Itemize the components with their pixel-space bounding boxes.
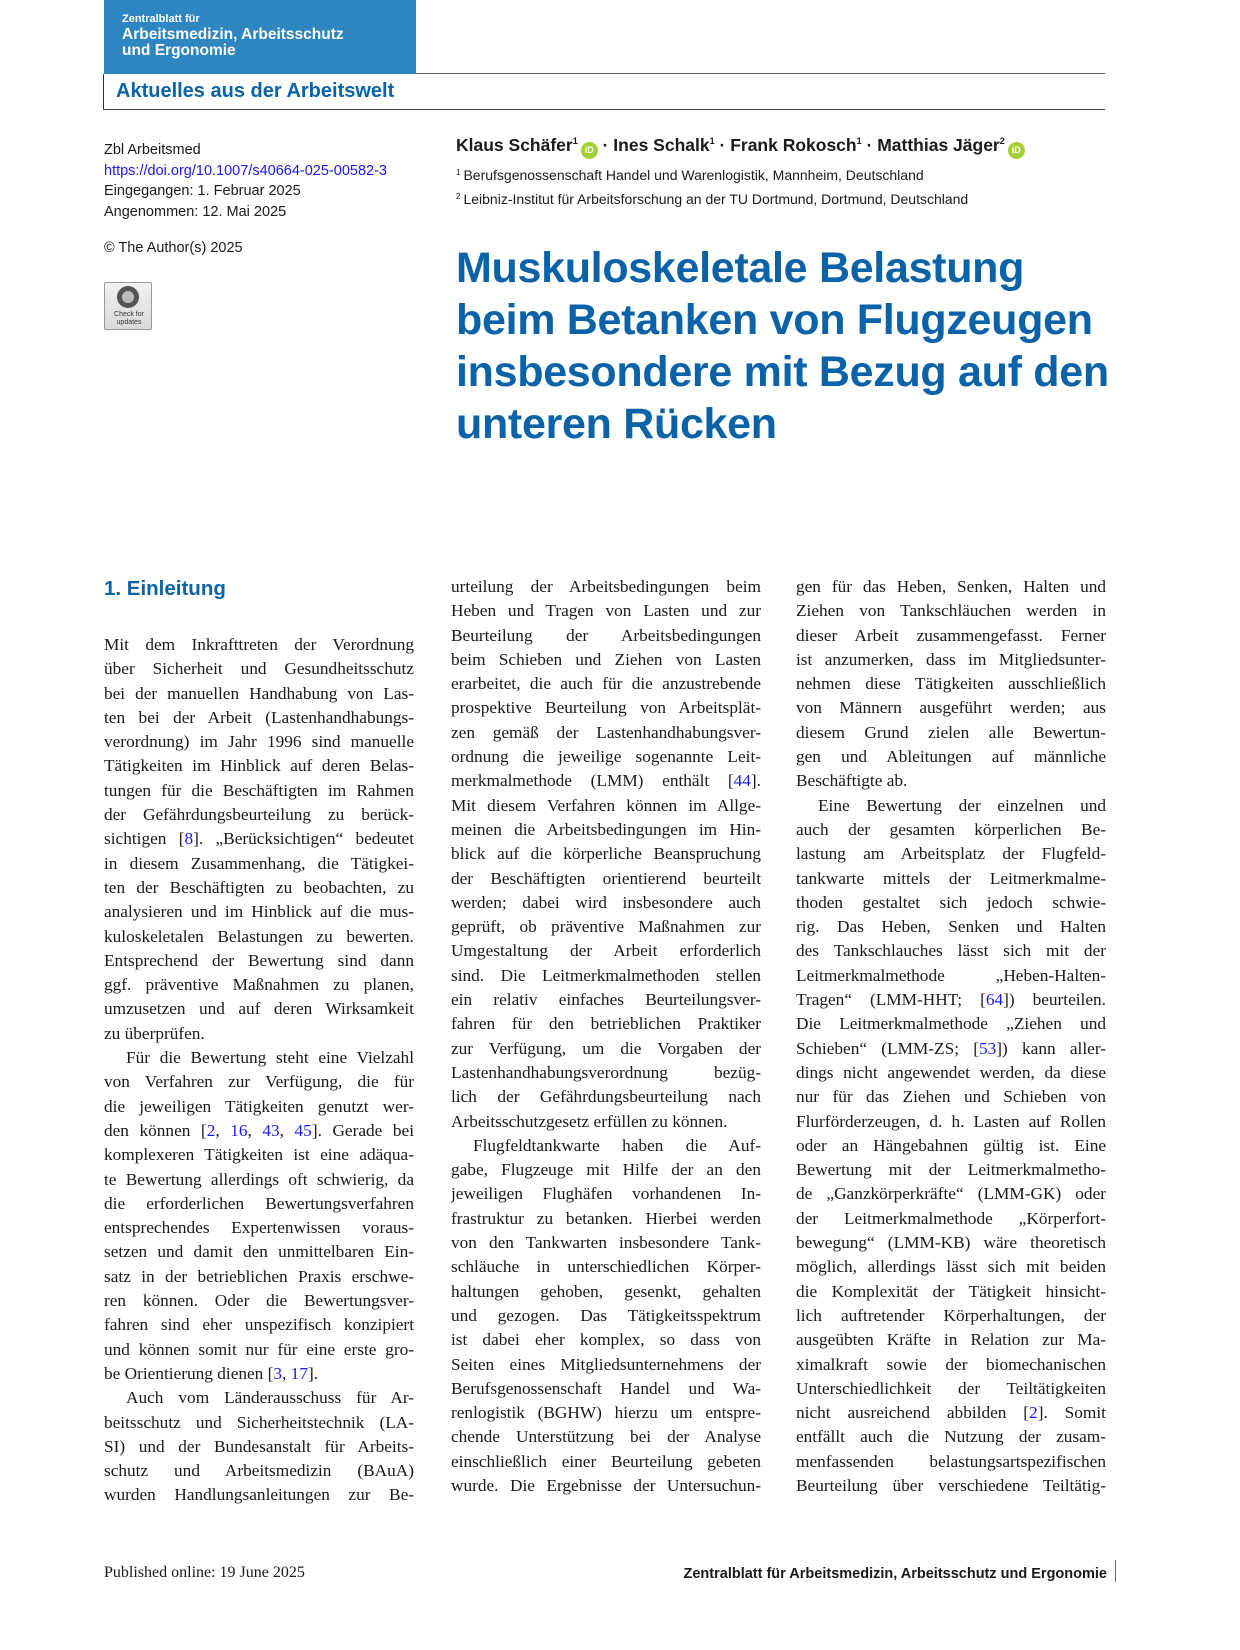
orcid-icon[interactable]: iD — [581, 142, 598, 159]
author-separator: · — [714, 135, 731, 155]
text-line: ist anzumerken, dass im Mitgliedsunter- — [796, 649, 1106, 669]
text-line: fahren für den betrieblichen Praktiker — [451, 1014, 761, 1034]
affiliation-2 — [456, 191, 968, 207]
text-line: die erforderlichen Bewertungsverfahren — [104, 1193, 414, 1213]
text-line: entsprechendes Expertenwissen voraus- — [104, 1218, 414, 1238]
title-line: unteren Rücken — [456, 400, 777, 448]
text-line: über Sicherheit und Gesundheitsschutz — [104, 659, 414, 679]
text-line: oder an Hängebahnen gültig ist. Eine — [796, 1135, 1106, 1155]
text-line: jeweiligen Flughäfen vorhandenen In- — [451, 1184, 761, 1204]
text-line: ausgeübten Kräfte in Relation zur Ma- — [796, 1330, 1106, 1350]
text-line: Mit dem Inkrafttreten der Verordnung — [104, 635, 414, 654]
text-line: bewegung“ (LMM-KB) wäre theoretisch — [796, 1233, 1106, 1253]
text-line: in diesem Zusammenhang, die Tätigkei- — [104, 853, 414, 873]
text-line: blick auf die körperliche Beanspruchung — [451, 844, 761, 864]
author-name: Klaus Schäfer — [456, 135, 573, 155]
text-line: kuloskeletalen Belastungen zu bewerten. — [104, 926, 414, 946]
text-line: Tätigkeiten im Hinblick auf deren Belas- — [104, 756, 414, 776]
text-line: beitsschutz und Sicherheitstechnik (LA- — [104, 1412, 414, 1432]
text-line: Beurteilung über verschiedene Teiltätig- — [796, 1475, 1106, 1495]
text-line: nicht ausreichend abbilden [2]. Somit — [796, 1403, 1106, 1423]
text-line: ten bei der Arbeit (Lastenhandhabungs- — [104, 707, 414, 727]
text-line: dings nicht angewendet werden, da diese — [796, 1062, 1106, 1082]
citation-link[interactable]: 17 — [290, 1363, 308, 1383]
text-line: Unterschiedlichkeit der Teiltätigkeiten — [796, 1378, 1106, 1398]
text-line: setzen und damit den unmittelbaren Ein- — [104, 1242, 414, 1262]
text-line: ren können. Oder die Bewertungsver- — [104, 1291, 414, 1311]
body-column-3 — [796, 575, 1106, 1498]
text-line: lich der Gefährdungsbeurteilung nach — [451, 1087, 761, 1107]
text-line: satz in der betrieblichen Praxis erschwe- — [104, 1266, 414, 1286]
text-line: Tragen“ (LMM-HHT; [64]) beurteilen. — [796, 990, 1106, 1010]
text-line: Seiten eines Mitgliedsunternehmens der — [451, 1354, 761, 1374]
text-line: te Bewertung allerdings oft schwierig, da — [104, 1169, 414, 1189]
doi-link[interactable]: https://doi.org/10.1007/s40664-025-00582-3 — [104, 162, 387, 179]
text-line: frastruktur zu betanken. Hierbei werden — [451, 1208, 761, 1228]
text-line: be Orientierung dienen [3, 17]. — [104, 1363, 319, 1383]
text-line: meinen die Arbeitsbedingungen im Hin- — [451, 819, 761, 839]
citation-link[interactable]: 43 — [262, 1120, 280, 1140]
text-line: schläuche in unterschiedlichen Körper- — [451, 1257, 761, 1277]
citation-link[interactable]: 2 — [206, 1120, 216, 1140]
text-line: den können [2, 16, 43, 45]. Gerade bei — [104, 1120, 414, 1140]
text-line: Bewertung mit der Leitmerkmalmetho- — [796, 1160, 1106, 1180]
text-line: Flurförderzeugen, d. h. Lasten auf Rollen — [796, 1111, 1106, 1131]
journal-name — [122, 27, 344, 59]
text-line: chende Unterstützung bei der Analyse — [451, 1427, 761, 1447]
text-line: nur für das Ziehen und Schieben von — [796, 1087, 1106, 1107]
header-divider-top — [416, 73, 1105, 74]
text-line: ximalkraft sowie der biomechanischen — [796, 1354, 1106, 1374]
text-line: Leitmerkmalmethode „Heben-Halten- — [796, 965, 1106, 985]
text-line: die Komplexität der Tätigkeit hinsicht- — [796, 1281, 1106, 1301]
text-line: einschließlich einer Beurteilung gebeten — [451, 1451, 761, 1471]
text-line: sind. Die Leitmerkmalmethoden stellen — [451, 965, 761, 985]
text-line: erarbeitet, die auch für die anzustrebende — [451, 674, 761, 694]
citation-link[interactable]: 16 — [230, 1120, 248, 1140]
text-line: bei der manuellen Handhabung von Las- — [104, 683, 414, 703]
header-divider-left — [103, 74, 104, 110]
text-line: sichtigen [8]. „Berücksichtigen“ bedeutet — [104, 829, 414, 849]
published-online: Published online: 19 June 2025 — [104, 1564, 305, 1581]
check-for-updates-label-2: updates — [116, 318, 142, 326]
citation-link[interactable]: 3 — [273, 1363, 283, 1383]
text-line: entfällt auch die Nutzung der zusam- — [796, 1427, 1106, 1447]
text-line: haltungen gehoben, gesenkt, gehalten — [451, 1281, 761, 1301]
citation-link[interactable]: 44 — [733, 771, 751, 791]
text-line: Für die Bewertung steht eine Vielzahl — [126, 1048, 414, 1068]
text-line: gabe, Flugzeuge mit Hilfe der an den — [451, 1160, 761, 1180]
text-line: von den Tankwarten insbesondere Tank- — [451, 1233, 761, 1253]
check-for-updates-button[interactable] — [104, 282, 152, 330]
text-line: Entsprechend der Bewertung sind dann — [104, 950, 414, 970]
title-line: Muskuloskeletale Belastung — [456, 244, 1025, 292]
text-line: Beurteilung der Arbeitsbedingungen — [451, 625, 761, 645]
text-line: ist dabei eher komplex, so dass von — [451, 1330, 761, 1350]
text-line: Berufsgenossenschaft Handel und Wa- — [451, 1378, 761, 1398]
text-line: von Männern ausgeführt werden; aus — [796, 698, 1106, 718]
text-line: merkmalmethode (LMM) enthält [44]. — [451, 771, 761, 791]
text-line: die jeweiligen Tätigkeiten genutzt wer- — [104, 1096, 414, 1116]
text-line: der Beschäftigten orientierend beurteilt — [451, 868, 761, 888]
body-column-2 — [451, 575, 761, 1498]
text-line: Umgestaltung der Arbeit erforderlich — [451, 941, 761, 961]
check-for-updates-icon — [117, 286, 139, 308]
text-line: wurde. Die Ergebnisse der Untersuchun- — [451, 1475, 761, 1495]
text-line: gen für das Heben, Senken, Halten und — [796, 577, 1106, 596]
text-line: lastung am Arbeitsplatz der Flugfeld- — [796, 844, 1106, 864]
author-name: Frank Rokosch — [730, 135, 857, 155]
text-line: zur Verfügung, um die Vorgaben der — [451, 1038, 761, 1058]
citation-link[interactable]: 64 — [985, 990, 1004, 1010]
text-line: ordnung die jeweilige sogenannte Leit- — [451, 747, 761, 767]
affiliation-1 — [456, 167, 924, 183]
received-date: Eingegangen: 1. Februar 2025 — [104, 183, 301, 199]
text-line: fahren sind eher unspezifisch konzipiert — [104, 1315, 414, 1335]
journal-banner — [104, 0, 416, 74]
text-line: Lastenhandhabungsverordnung bezüg- — [451, 1062, 761, 1082]
affiliation-number: 2 — [456, 192, 461, 201]
author-affiliation-mark: 2 — [999, 136, 1005, 146]
text-line: von Verfahren zur Verfügung, die für — [104, 1072, 414, 1092]
text-line: Beschäftigte ab. — [796, 771, 908, 791]
text-line: thoden gestaltet sich jedoch schwie- — [796, 892, 1106, 912]
text-line: analysieren und im Hinblick auf die mus- — [104, 902, 414, 922]
text-line: wurden Handlungsanleitungen zur Be- — [104, 1485, 414, 1505]
text-line: und gezogen. Das Tätigkeitsspektrum — [451, 1305, 761, 1325]
text-line: rig. Das Heben, Senken und Halten — [796, 917, 1106, 937]
text-line: zen gemäß der Lastenhandhabungsver- — [451, 722, 761, 742]
text-line: SI) und der Bundesanstalt für Arbeits- — [104, 1436, 414, 1456]
text-line: dieser Arbeit zusammengefasst. Ferner — [796, 625, 1106, 645]
text-line: der Gefährdungsbeurteilung zu berück- — [104, 805, 414, 825]
text-line: Flugfeldtankwarte haben die Auf- — [473, 1135, 761, 1155]
affiliation-number: 1 — [456, 168, 461, 177]
text-line: ten der Beschäftigten zu beobachten, zu — [104, 877, 414, 897]
text-line: der Leitmerkmalmethode „Körperfort- — [796, 1208, 1106, 1228]
header-divider-bottom — [103, 109, 1105, 110]
text-line: menfassenden belastungsartspezifischen — [796, 1451, 1106, 1471]
author-list — [456, 135, 1025, 159]
text-line: schutz und Arbeitsmedizin (BAuA) — [104, 1461, 414, 1481]
body-column-1 — [104, 633, 414, 1508]
section-heading: 1. Einleitung — [104, 577, 226, 600]
text-line: tankwarte mittels der Leitmerkmalme- — [796, 868, 1106, 888]
journal-name-line-1: Arbeitsmedizin, Arbeitsschutz — [122, 26, 344, 43]
author-name: Matthias Jäger — [877, 135, 1000, 155]
author-affiliation-mark: 1 — [709, 136, 715, 146]
author-separator: · — [597, 135, 614, 155]
text-line: urteilung der Arbeitsbedingungen beim — [451, 577, 761, 596]
text-line: Eine Bewertung der einzelnen und — [818, 795, 1106, 815]
text-line: nehmen diese Tätigkeiten ausschließlich — [796, 674, 1106, 694]
title-line: insbesondere mit Bezug auf den — [456, 348, 1109, 396]
text-line: de „Ganzkörperkräfte“ (LMM-GK) oder — [796, 1184, 1106, 1204]
article-title — [456, 242, 1156, 450]
text-line: auch der gesamten körperlichen Be- — [796, 819, 1106, 839]
citation-link[interactable]: 45 — [294, 1120, 312, 1140]
journal-name-small: Zentralblatt für — [122, 13, 200, 25]
journal-name-line-2: und Ergonomie — [122, 42, 236, 59]
accepted-date: Angenommen: 12. Mai 2025 — [104, 203, 287, 220]
footer-journal-name: Zentralblatt für Arbeitsmedizin, Arbeitsschutz und Ergonomie — [683, 1566, 1107, 1582]
text-line: des Tankschlauches lässt sich mit der — [796, 941, 1106, 961]
text-line: Heben und Tragen von Lasten und zur — [451, 601, 761, 621]
text-line: beim Schieben und Ziehen von Lasten — [451, 649, 761, 669]
text-line: diesem Grund zielen alle Bewertun- — [796, 722, 1106, 742]
text-line: tungen für die Beschäftigten im Rahmen — [104, 780, 414, 800]
text-line: prospektive Beurteilung von Arbeitsplät- — [451, 698, 761, 718]
text-line: Ziehen von Tankschläuchen werden in — [796, 601, 1106, 621]
text-line: gen und Ableitungen auf männliche — [796, 747, 1106, 767]
text-line: zu überprüfen. — [104, 1023, 205, 1043]
text-line: Auch vom Länderausschuss für Ar- — [126, 1388, 414, 1408]
author-affiliation-mark: 1 — [856, 136, 862, 146]
title-line: beim Betanken von Flugzeugen — [456, 296, 1093, 344]
citation-link[interactable]: 2 — [1029, 1403, 1038, 1423]
text-line: möglich, allerdings lässt sich mit beiden — [796, 1257, 1106, 1277]
affiliation-text: Leibniz-Institut für Arbeitsforschung an der TU Dortmund, Dortmund, Deutschland — [463, 191, 969, 207]
text-line: verordnung) im Jahr 1996 sind manuelle — [104, 732, 414, 752]
text-line: umzusetzen und auf deren Wirksamkeit — [104, 999, 414, 1019]
text-line: ggf. präventive Maßnahmen zu planen, — [104, 975, 414, 995]
footer-divider — [1115, 1560, 1116, 1582]
copyright: © The Author(s) 2025 — [104, 240, 243, 256]
text-line: lich auftretender Körperhaltungen, der — [796, 1305, 1106, 1325]
text-line: geprüft, ob präventive Maßnahmen zur — [451, 917, 761, 937]
section-label: Aktuelles aus der Arbeitswelt — [116, 80, 395, 102]
text-line: und können somit nur für eine erste gro- — [104, 1339, 414, 1359]
text-line: Mit diesem Verfahren können im Allge- — [451, 795, 761, 815]
journal-abbreviation: Zbl Arbeitsmed — [104, 142, 201, 158]
check-for-updates-label-1: Check for — [114, 311, 144, 318]
text-line: ein relativ einfaches Beurteilungsver- — [451, 990, 761, 1010]
author-affiliation-mark: 1 — [572, 136, 578, 146]
text-line: renlogistik (BGHW) hierzu um entspre- — [451, 1403, 761, 1423]
author-separator: · — [861, 135, 878, 155]
text-line: Die Leitmerkmalmethode „Ziehen und — [796, 1014, 1106, 1034]
article-meta — [104, 140, 387, 222]
text-line: komplexeren Tätigkeiten ist eine adäqua- — [104, 1145, 414, 1165]
orcid-icon[interactable]: iD — [1008, 142, 1025, 159]
text-line: werden; dabei wird insbesondere auch — [451, 892, 761, 912]
text-line: Schieben“ (LMM-ZS; [53]) kann aller- — [796, 1038, 1106, 1058]
affiliation-text: Berufsgenossenschaft Handel und Warenlogistik, Mannheim, Deutschland — [463, 167, 924, 183]
citation-link[interactable]: 53 — [979, 1038, 997, 1058]
citation-link[interactable]: 8 — [184, 829, 194, 849]
text-line: Arbeitsschutzgesetz erfüllen zu können. — [451, 1111, 728, 1131]
author-name: Ines Schalk — [613, 135, 710, 155]
